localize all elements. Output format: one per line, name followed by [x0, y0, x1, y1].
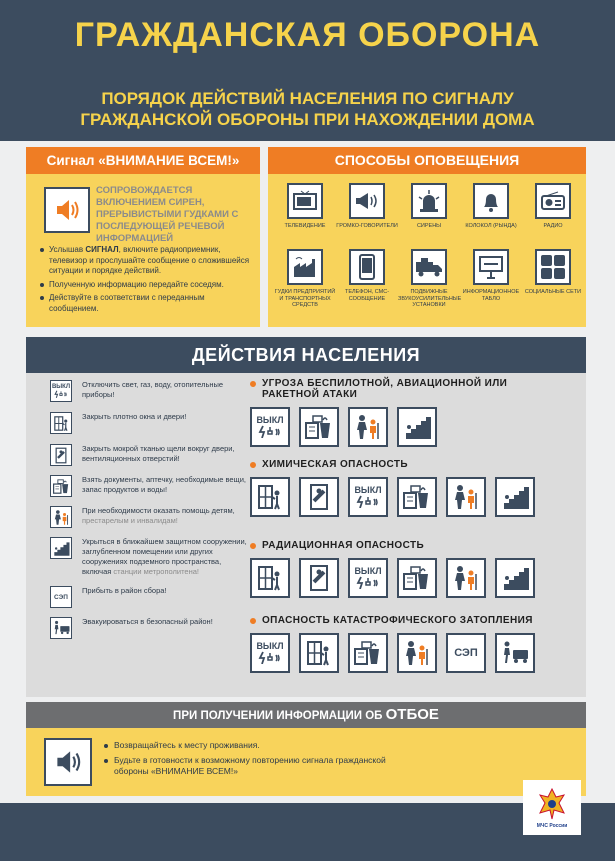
- radio-icon: [535, 183, 571, 219]
- documents-icon: [397, 558, 437, 598]
- method-label: ТЕЛЕФОН, СМС-СООБЩЕНИЕ: [344, 289, 390, 302]
- methods-grid: [274, 183, 580, 309]
- method-tv: [274, 183, 336, 243]
- threat-icons: [250, 633, 580, 673]
- assembly-label: СЭП: [454, 647, 478, 659]
- billboard-icon: [473, 249, 509, 285]
- method-siren: [398, 183, 460, 243]
- action-main-text: Закрыть мокрой тканью щели вокруг двери, вентиляционных отверстий!: [82, 444, 235, 463]
- action-main-text: Эвакуироваться в безопасный район!: [82, 617, 213, 626]
- off-label: ВЫКЛ: [256, 641, 284, 651]
- threat-title: ХИМИЧЕСКАЯ ОПАСНОСТЬ: [250, 459, 580, 470]
- window-icon: [250, 477, 290, 517]
- tv-icon: [287, 183, 323, 219]
- action-text: [82, 380, 250, 400]
- power-off-icon: [250, 633, 290, 673]
- threat-section: [250, 378, 580, 447]
- phone-icon: [349, 249, 385, 285]
- actions-list: [50, 380, 250, 648]
- power-off-icon: [50, 380, 72, 402]
- method-label: ТЕЛЕВИДЕНИЕ: [284, 223, 326, 229]
- action-text: [82, 537, 250, 577]
- signal-bullet-3: Действуйте в соответствии с переданным сообщением.: [40, 293, 254, 314]
- threat-icons: [250, 407, 580, 447]
- off-label: ВЫКЛ: [51, 384, 71, 390]
- method-bell: [460, 183, 522, 243]
- truck-icon: [411, 249, 447, 285]
- actions-title: ДЕЙСТВИЯ НАСЕЛЕНИЯ: [26, 337, 586, 373]
- action-item: [50, 586, 250, 608]
- help-people-icon: [50, 506, 72, 528]
- threat-icons: [250, 477, 580, 517]
- off-label: ВЫКЛ: [354, 566, 382, 576]
- all-clear-bullet-2: Будьте в готовности к возможному повторению сигнала гражданской обороны «ВНИМАНИЕ ВСЕМ!»: [104, 755, 404, 777]
- assembly-label: СЭП: [54, 593, 68, 601]
- shelter-icon: [495, 477, 535, 517]
- signal-description: СОПРОВОЖДАЕТСЯ ВКЛЮЧЕНИЕМ СИРЕН, ПРЕРЫВИСТЫМИ ГУДКАМИ С ПОСЛЕДУЮЩЕЙ РЕЧЕВОЙ ИНФОРМАЦИЕЙ: [96, 185, 239, 244]
- help-people-icon: [348, 407, 388, 447]
- signal-instructions: [40, 245, 254, 317]
- off-label: ВЫКЛ: [354, 485, 382, 495]
- evacuation-icon: [50, 617, 72, 639]
- method-label: РАДИО: [543, 223, 563, 229]
- method-label: ГРОМКО-ГОВОРИТЕЛИ: [336, 223, 398, 229]
- documents-icon: [348, 633, 388, 673]
- action-main-text: Укрыться в ближайшем защитном сооружении, заглубленном помещении или других сооружениях подземного пространства, включая: [82, 537, 247, 576]
- method-label: СИРЕНЫ: [416, 223, 442, 229]
- threat-section: [250, 459, 580, 517]
- method-loudspeaker: [336, 183, 398, 243]
- all-clear-panel: [26, 728, 586, 796]
- documents-icon: [299, 407, 339, 447]
- signal-bullet-2: Полученную информацию передайте соседям.: [40, 280, 254, 291]
- methods-panel: [268, 147, 586, 327]
- threat-icons: [250, 558, 580, 598]
- threat-section: [250, 540, 580, 598]
- help-people-icon: [446, 477, 486, 517]
- off-label: ВЫКЛ: [256, 415, 284, 425]
- power-off-icon: [250, 407, 290, 447]
- subtitle-line-1: ПОРЯДОК ДЕЙСТВИЙ НАСЕЛЕНИЯ ПО СИГНАЛУ: [101, 89, 514, 108]
- shelter-icon: [495, 558, 535, 598]
- all-clear-bullet-1: Возвращайтесь к месту проживания.: [104, 740, 404, 751]
- all-clear-title: ПРИ ПОЛУЧЕНИИ ИНФОРМАЦИИ ОБ ОТБОЕ: [26, 702, 586, 728]
- action-item: [50, 475, 250, 497]
- threat-title: ОПАСНОСТЬ КАТАСТРОФИЧЕСКОГО ЗАТОПЛЕНИЯ: [250, 615, 580, 626]
- action-text: [82, 506, 250, 526]
- seal-door-icon: [299, 558, 339, 598]
- shelter-icon: [397, 407, 437, 447]
- bell-icon: [473, 183, 509, 219]
- loudspeaker-icon: [349, 183, 385, 219]
- threat-section: [250, 615, 580, 673]
- action-main-text: Закрыть плотно окна и двери!: [82, 412, 187, 421]
- methods-title: СПОСОБЫ ОПОВЕЩЕНИЯ: [268, 147, 586, 174]
- emercom-logo: [523, 780, 581, 835]
- method-radio: [522, 183, 584, 243]
- evacuation-icon: [495, 633, 535, 673]
- all-clear-instructions: [104, 740, 404, 781]
- power-off-icon: [348, 477, 388, 517]
- action-text: [82, 475, 250, 495]
- threat-title: РАДИАЦИОННАЯ ОПАСНОСТЬ: [250, 540, 580, 551]
- action-text: [82, 444, 250, 464]
- action-text: [82, 412, 186, 422]
- actions-panel: [26, 373, 586, 697]
- documents-icon: [50, 475, 72, 497]
- method-label: ПОДВИЖНЫЕ ЗВУКОУСИЛИТЕЛЬНЫЕ УСТАНОВКИ: [398, 289, 462, 308]
- seal-door-icon: [50, 444, 72, 466]
- action-note: престарелым и инвалидам!: [82, 516, 178, 525]
- action-text: [82, 617, 213, 627]
- page-subtitle: [30, 88, 585, 130]
- threat-title: УГРОЗА БЕСПИЛОТНОЙ, АВИАЦИОННОЙ ИЛИ РАКЕТНОЙ АТАКИ: [250, 378, 530, 400]
- method-factory: [274, 249, 336, 309]
- action-main-text: Отключить свет, газ, воду, отопительные приборы!: [82, 380, 224, 399]
- power-off-icon: [348, 558, 388, 598]
- action-item: [50, 537, 250, 577]
- method-truck: [398, 249, 460, 309]
- speaker-icon: [44, 738, 92, 786]
- action-main-text: При необходимости оказать помощь детям,: [82, 506, 235, 515]
- action-text: [82, 586, 167, 596]
- seal-door-icon: [299, 477, 339, 517]
- method-billboard: [460, 249, 522, 309]
- action-main-text: Взять документы, аптечку, необходимые вещи, запас продуктов и воды!: [82, 475, 247, 494]
- action-item: [50, 380, 250, 402]
- action-item: [50, 412, 250, 434]
- header: [0, 0, 615, 141]
- window-icon: [250, 558, 290, 598]
- signal-panel: [26, 147, 260, 327]
- subtitle-line-2: ГРАЖДАНСКОЙ ОБОРОНЫ ПРИ НАХОЖДЕНИИ ДОМА: [80, 110, 535, 129]
- help-people-icon: [446, 558, 486, 598]
- method-label: СОЦИАЛЬНЫЕ СЕТИ: [524, 289, 582, 295]
- method-label: ГУДКИ ПРЕДПРИЯТИЙ И ТРАНСПОРТНЫХ СРЕДСТВ: [274, 289, 336, 308]
- page-title: ГРАЖДАНСКАЯ ОБОРОНА: [74, 16, 541, 54]
- signal-title: Сигнал «ВНИМАНИЕ ВСЕМ!»: [26, 147, 260, 174]
- method-phone: [336, 249, 398, 309]
- action-note: станции метрополитена!: [113, 567, 200, 576]
- action-item: [50, 617, 250, 639]
- method-label: ИНФОРМАЦИОННОЕ ТАБЛО: [462, 289, 520, 302]
- window-icon: [50, 412, 72, 434]
- shelter-icon: [50, 537, 72, 559]
- emblem-icon: [537, 787, 567, 821]
- social-icon: [535, 249, 571, 285]
- action-main-text: Прибыть в район сбора!: [82, 586, 167, 595]
- documents-icon: [397, 477, 437, 517]
- assembly-point-icon: [446, 633, 486, 673]
- factory-icon: [287, 249, 323, 285]
- siren-icon: [411, 183, 447, 219]
- window-icon: [299, 633, 339, 673]
- action-item: [50, 444, 250, 466]
- speaker-icon: [44, 187, 90, 233]
- action-item: [50, 506, 250, 528]
- signal-bullet-1: Услышав СИГНАЛ, включите радиоприемник, телевизор и прослушайте сообщение о сложившейся ситуации и порядке действий.: [40, 245, 254, 277]
- help-people-icon: [397, 633, 437, 673]
- logo-caption: МЧС России: [536, 822, 568, 829]
- method-label: КОЛОКОЛ (РЫНДА): [465, 223, 517, 229]
- assembly-point-icon: [50, 586, 72, 608]
- method-social: [522, 249, 584, 309]
